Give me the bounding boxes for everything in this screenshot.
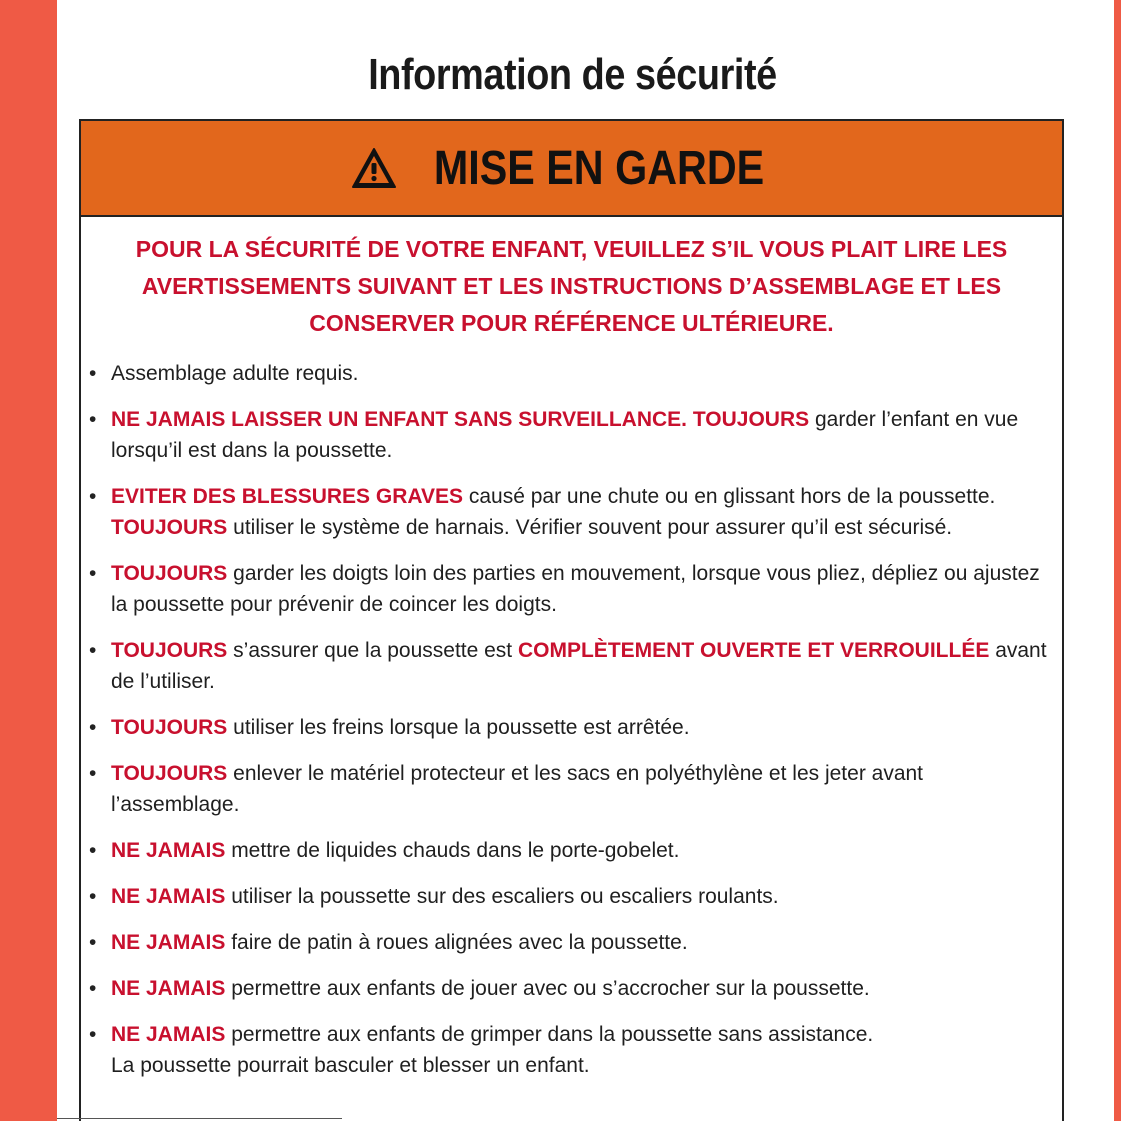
warning-title: MISE EN GARDE — [434, 141, 765, 195]
bullet-icon: • — [89, 362, 97, 385]
warning-emphasis: EVITER DES BLESSURES GRAVES — [111, 485, 464, 508]
warning-item — [87, 481, 1052, 543]
warning-text: mettre de liquides chauds dans le porte-gobelet. — [225, 839, 680, 862]
warning-text: garder l’enfant en vue lorsqu’il est dans la poussette. — [111, 408, 1019, 462]
warning-triangle-icon — [351, 147, 397, 189]
bullet-icon: • — [89, 977, 97, 1000]
warning-item — [87, 404, 1052, 466]
warning-emphasis: TOUJOURS — [111, 639, 228, 662]
bullet-icon: • — [89, 931, 97, 954]
warning-emphasis: TOUJOURS — [111, 516, 228, 539]
right-edge-band — [1114, 0, 1121, 1121]
page-title: Information de sécurité — [368, 50, 777, 99]
warning-emphasis: NE JAMAIS LAISSER UN ENFANT SANS SURVEILLANCE. TOUJOURS — [111, 408, 810, 431]
warning-header — [81, 121, 1062, 217]
warning-text: Assemblage adulte requis. — [111, 362, 359, 385]
warning-item — [87, 358, 1052, 389]
warning-text: enlever le matériel protecteur et les sacs en polyéthylène et les jeter avant l’assemblage. — [111, 762, 924, 816]
bullet-icon: • — [89, 762, 97, 785]
warning-emphasis: NE JAMAIS — [111, 1023, 226, 1046]
footer-divider — [57, 1118, 342, 1119]
warning-item — [87, 558, 1052, 620]
warning-emphasis: NE JAMAIS — [111, 885, 226, 908]
bullet-icon: • — [89, 839, 97, 862]
warning-emphasis: COMPLÈTEMENT OUVERTE ET VERROUILLÉE — [517, 639, 990, 662]
warning-text: utiliser la poussette sur des escaliers ou escaliers roulants. — [225, 885, 779, 908]
warning-item — [87, 712, 1052, 743]
warning-text: s’assurer que la poussette est — [227, 639, 518, 662]
bullet-icon: • — [89, 639, 97, 662]
warning-item — [87, 927, 1052, 958]
bullet-icon: • — [89, 408, 97, 431]
warning-text: utiliser les freins lorsque la poussette est arrêtée. — [227, 716, 690, 739]
warning-text: garder les doigts loin des parties en mouvement, lorsque vous pliez, dépliez ou ajustez la poussette pour prévenir de coincer les doigts. — [111, 562, 1040, 616]
warning-emphasis: NE JAMAIS — [111, 839, 226, 862]
warning-emphasis: TOUJOURS — [111, 762, 228, 785]
bullet-icon: • — [89, 885, 97, 908]
warning-text: causé par une chute ou en glissant hors de la poussette. — [463, 485, 996, 508]
warning-text: avant de l’utiliser. — [111, 639, 1047, 693]
warning-intro: POUR LA SÉCURITÉ DE VOTRE ENFANT, VEUILLEZ S’IL VOUS PLAIT LIRE LES AVERTISSEMENTS SUIVANT ET LES INSTRUCTIONS D’ASSEMBLAGE ET LES CONSERVER POUR RÉFÉRENCE ULTÉRIEURE. — [135, 236, 1008, 336]
warning-list — [81, 358, 1062, 1081]
warning-item — [87, 835, 1052, 866]
bullet-icon: • — [89, 562, 97, 585]
warning-text: utiliser le système de harnais. Vérifier souvent pour assurer qu’il est sécurisé. — [227, 516, 953, 539]
warning-emphasis: TOUJOURS — [111, 562, 228, 585]
warning-item — [87, 758, 1052, 820]
warning-emphasis: NE JAMAIS — [111, 931, 226, 954]
warning-text: La poussette pourrait basculer et blesser un enfant. — [111, 1054, 590, 1077]
warning-item — [87, 881, 1052, 912]
warning-text: permettre aux enfants de jouer avec ou s’accrocher sur la poussette. — [225, 977, 870, 1000]
left-edge-band — [0, 0, 57, 1121]
warning-emphasis: NE JAMAIS — [111, 977, 226, 1000]
bullet-icon: • — [89, 716, 97, 739]
warning-text: permettre aux enfants de grimper dans la poussette sans assistance. — [225, 1023, 874, 1046]
warning-emphasis: TOUJOURS — [111, 716, 228, 739]
warning-text: faire de patin à roues alignées avec la poussette. — [225, 931, 688, 954]
bullet-icon: • — [89, 485, 97, 508]
warning-item — [87, 635, 1052, 697]
warning-item — [87, 1019, 1052, 1081]
warning-item — [87, 973, 1052, 1004]
bullet-icon: • — [89, 1023, 97, 1046]
warning-box — [79, 119, 1064, 1121]
